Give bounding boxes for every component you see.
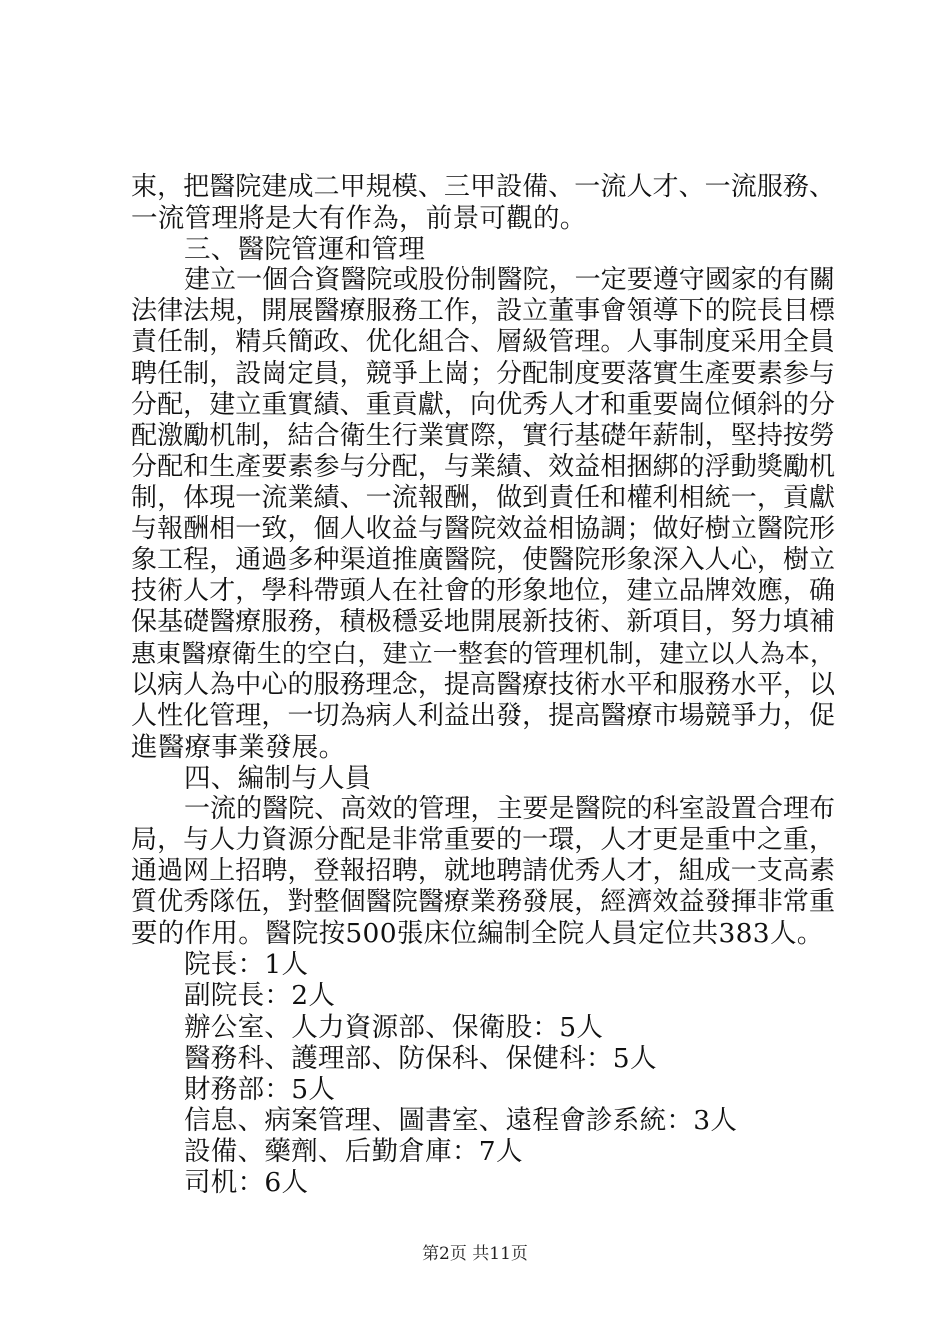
text-line: 人性化管理，一切為病人利益出發，提高醫療市場競爭力，促 <box>131 700 835 731</box>
text-line: 進醫療事業發展。 <box>131 731 346 763</box>
text-line: 局，与人力資源分配是非常重要的一環，人才更是重中之重， <box>131 824 835 855</box>
text-line: 信息、病案管理、圖書室、遠程會診系統：3人 <box>184 1104 738 1136</box>
text-line: 建立一個合資醫院或股份制醫院，一定要遵守國家的有關 <box>184 265 835 296</box>
text-line: 辦公室、人力資源部、保衛股：5人 <box>184 1011 604 1043</box>
text-line: 責任制，精兵簡政、优化組合、層級管理。人事制度采用全員 <box>131 327 835 358</box>
text-line: 副院長：2人 <box>184 980 336 1012</box>
text-line: 制，体現一流業績、一流報酬，做到責任和權利相統一，貢獻 <box>131 482 835 513</box>
text-line: 財務部：5人 <box>184 1073 336 1105</box>
text-line: 質优秀隊伍，對整個醫院醫療業務發展，經濟效益發揮非常重 <box>131 887 835 918</box>
text-line: 惠東醫療衛生的空白，建立一整套的管理机制，建立以人為本， <box>131 639 835 669</box>
text-line: 象工程，通過多种渠道推廣醫院，使醫院形象深入人心，樹立 <box>131 545 835 576</box>
text-line: 分配和生產要素参与分配，与業績、效益相捆綁的浮動獎勵机 <box>131 451 835 482</box>
text-line: 束，把醫院建成二甲規模、三甲設備、一流人才、一流服務、 <box>131 172 835 202</box>
page-footer <box>0 1244 950 1264</box>
text-line: 司机：6人 <box>184 1167 309 1198</box>
text-line: 保基礎醫療服務，積极穩妥地開展新技術、新項目，努力填補 <box>131 607 835 638</box>
text-line: 四、編制与人員 <box>184 762 372 794</box>
text-line: 配激勵机制，結合衛生行業實際，實行基礎年薪制，堅持按勞 <box>131 420 835 451</box>
text-line: 設備、藥劑、后勤倉庫：7人 <box>184 1135 523 1167</box>
text-line: 院長：1人 <box>184 949 309 981</box>
text-line: 一流的醫院、高效的管理，主要是醫院的科室設置合理布 <box>184 793 835 824</box>
text-line: 一流管理將是大有作為，前景可觀的。 <box>131 203 587 235</box>
text-line: 法律法規，開展醫療服務工作，設立董事會領導下的院長目標 <box>131 296 835 327</box>
text-line: 醫務科、護理部、防保科、保健科：5人 <box>184 1042 657 1074</box>
text-line: 与報酬相一致，個人收益与醫院效益相協調；做好樹立醫院形 <box>131 514 835 545</box>
text-line: 分配，建立重實績、重貢獻，向优秀人才和重要崗位傾斜的分 <box>131 389 835 420</box>
text-line: 三、醫院管運和管理 <box>184 234 426 266</box>
text-line: 聘任制，設崗定員，競爭上崗；分配制度要落實生產要素参与 <box>131 358 835 389</box>
page-number: 第2页 共11页 <box>422 1244 528 1264</box>
text-line: 技術人才，學科帶頭人在社會的形象地位，建立品牌效應，确 <box>131 576 835 607</box>
text-line: 要的作用。醫院按500張床位編制全院人員定位共383人。 <box>131 918 824 950</box>
document-body <box>131 172 835 1198</box>
text-line: 以病人為中心的服務理念，提高醫療技術水平和服務水平，以 <box>131 669 835 700</box>
text-line: 通過网上招聘，登報招聘，就地聘請优秀人才，組成一支高素 <box>131 856 835 887</box>
